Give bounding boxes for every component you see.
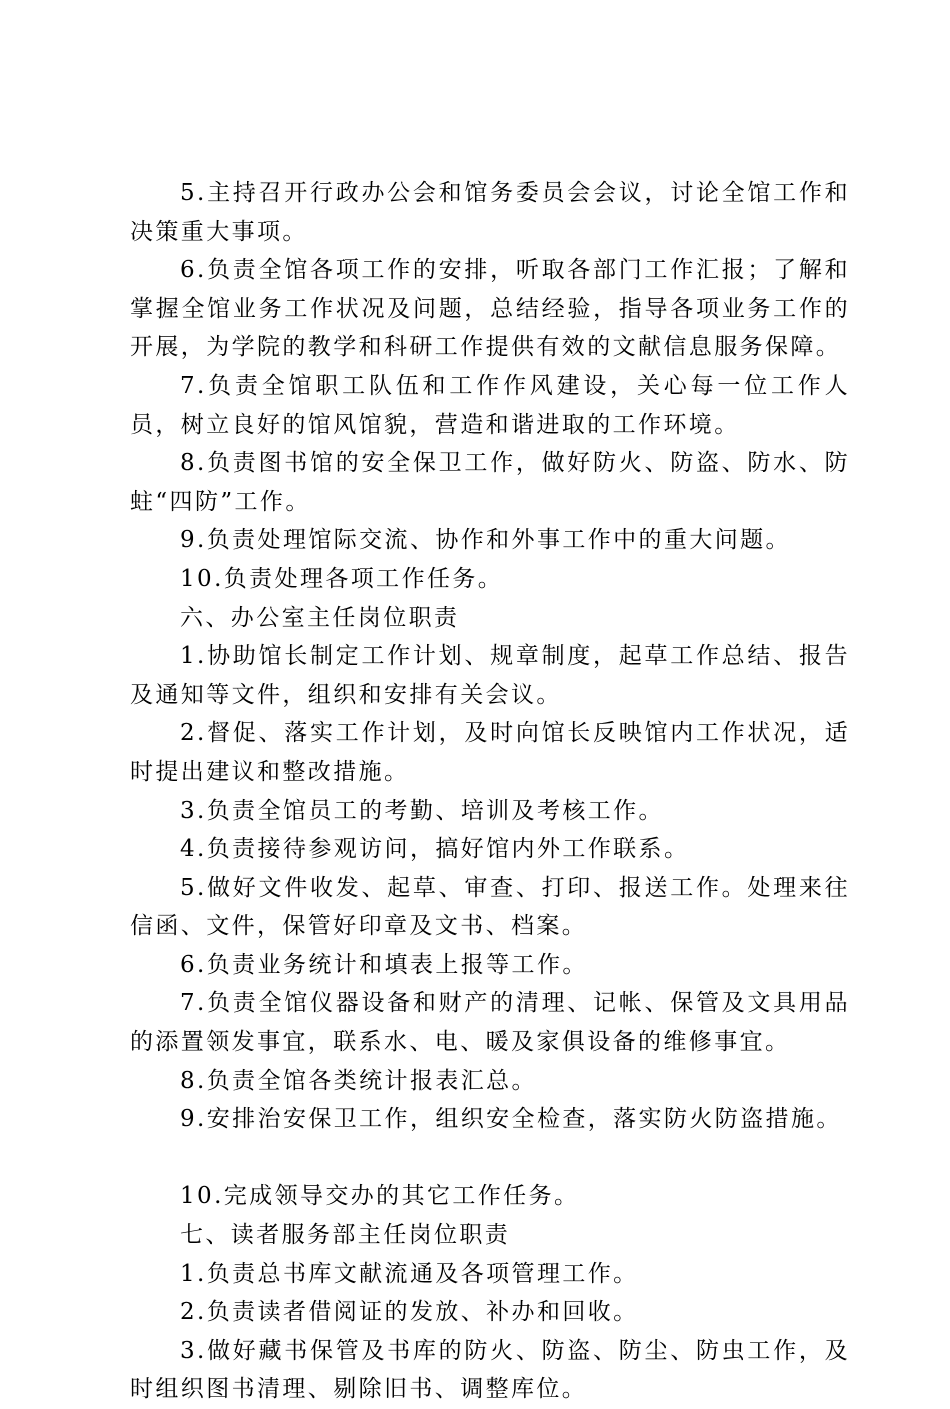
- section-heading-office-director: 六、办公室主任岗位职责: [180, 604, 460, 631]
- paragraph-office-duty-4: 4.负责接待参观访问，搞好馆内外工作联系。: [180, 836, 690, 863]
- section-heading-reader-services: 七、读者服务部主任岗位职责: [180, 1222, 511, 1249]
- paragraph-reader-duty-1: 1.负责总书库文献流通及各项管理工作。: [180, 1260, 639, 1287]
- paragraph-reader-duty-2: 2.负责读者借阅证的发放、补办和回收。: [180, 1299, 639, 1326]
- paragraph-office-duty-8: 8.负责全馆各类统计报表汇总。: [180, 1067, 537, 1094]
- paragraph-office-duty-9: 9.安排治安保卫工作，组织安全检查，落实防火防盗措施。: [180, 1106, 842, 1133]
- paragraph-duty-10: 10.负责处理各项工作任务。: [180, 565, 504, 592]
- paragraph-office-duty-7: 7.负责全馆仪器设备和财产的清理、记帐、保管及文具用品的添置领发事宜，联系水、电、暖及家俱设备的维修事宜。: [130, 990, 850, 1056]
- paragraph-duty-5: 5.主持召开行政办公会和馆务委员会会议，讨论全馆工作和决策重大事项。: [130, 180, 850, 245]
- paragraph-office-duty-5: 5.做好文件收发、起草、审查、打印、报送工作。处理来往信函、文件，保管好印章及文书、档案。: [130, 874, 850, 940]
- paragraph-duty-8: 8.负责图书馆的安全保卫工作，做好防火、防盗、防水、防蛀“四防”工作。: [130, 450, 850, 515]
- paragraph-duty-6: 6.负责全馆各项工作的安排，听取各部门工作汇报；了解和掌握全馆业务工作状况及问题，总结经验，指导各项业务工作的开展，为学院的教学和科研工作提供有效的文献信息服务保障。: [130, 257, 850, 361]
- paragraph-duty-7: 7.负责全馆职工队伍和工作作风建设，关心每一位工作人员，树立良好的馆风馆貌，营造和谐进取的工作环境。: [130, 372, 850, 438]
- paragraph-office-duty-3: 3.负责全馆员工的考勤、培训及考核工作。: [180, 797, 664, 824]
- paragraph-office-duty-1: 1.协助馆长制定工作计划、规章制度，起草工作总结、报告及通知等文件，组织和安排有关会议。: [130, 643, 850, 708]
- paragraph-reader-duty-3: 3.做好藏书保管及书库的防火、防盗、防尘、防虫工作，及时组织图书清理、剔除旧书、调整库位。: [130, 1337, 850, 1403]
- document-body: [130, 174, 850, 1409]
- paragraph-office-duty-10: 10.完成领导交办的其它工作任务。: [180, 1183, 580, 1210]
- paragraph-office-duty-6: 6.负责业务统计和填表上报等工作。: [180, 951, 588, 978]
- blank-line: [130, 1139, 850, 1178]
- paragraph-office-duty-2: 2.督促、落实工作计划，及时向馆长反映馆内工作状况，适时提出建议和整改措施。: [130, 720, 850, 785]
- paragraph-duty-9: 9.负责处理馆际交流、协作和外事工作中的重大问题。: [180, 527, 791, 554]
